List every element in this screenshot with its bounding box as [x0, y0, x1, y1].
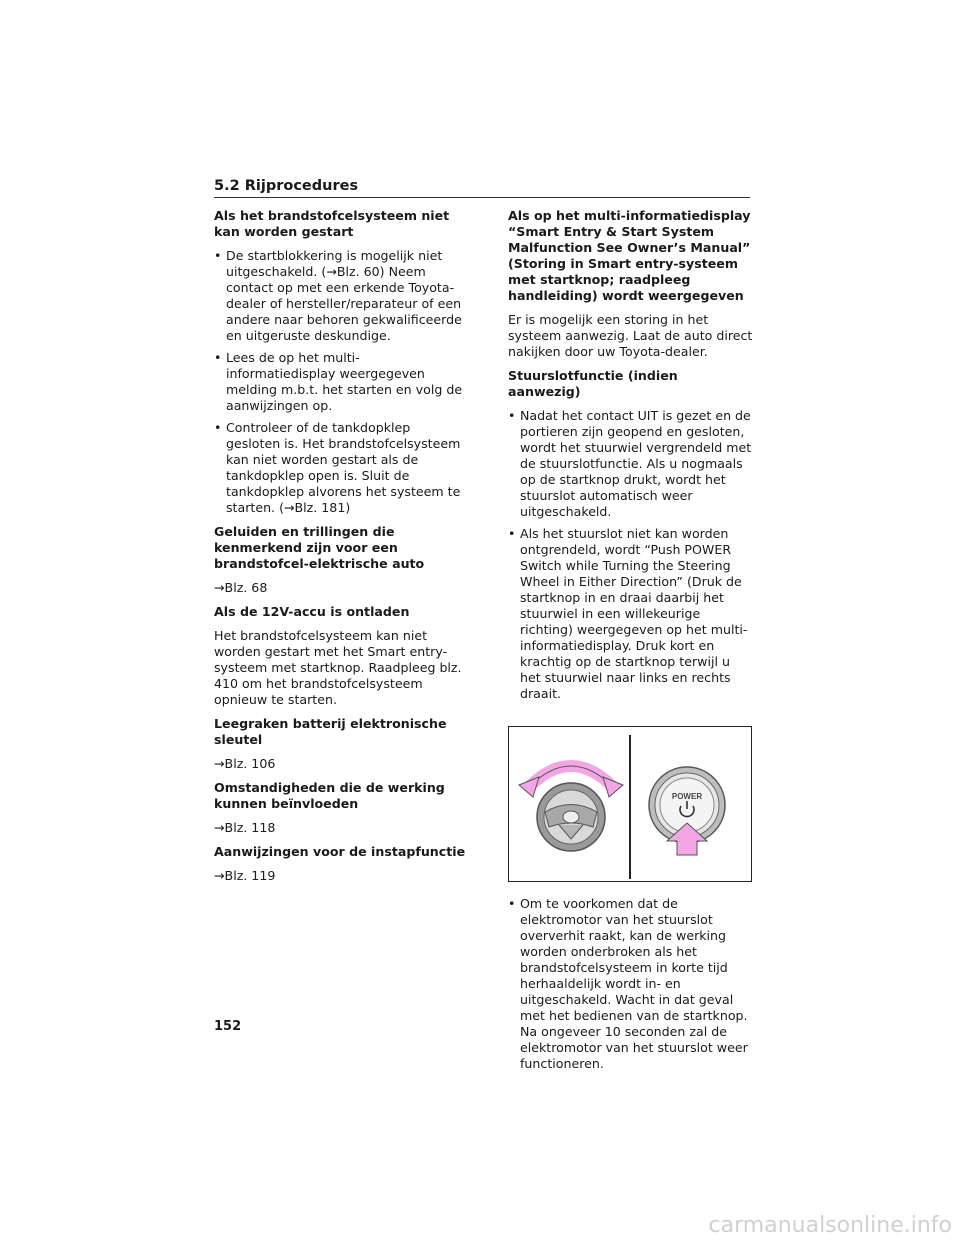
- page-number: 152: [214, 1019, 242, 1034]
- list-item: • Lees de op het multi-informatiedisplay weergegeven melding m.b.t. het starten en volg de aanwijzingen op.: [214, 350, 463, 413]
- power-button-label: POWER: [671, 792, 703, 801]
- section-divider: [214, 197, 750, 198]
- list-item: • Als het stuurslot niet kan worden ontgrendeld, wordt “Push POWER Switch while Turning the Steering Wheel in Either Direction” (Druk de startknop in en draai daarbij het stuurwiel in een willekeurige richting) weergegeven op het multi-informatiedisplay. Druk kort en krachtig op de startknop terwijl u het stuurwiel naar links en rechts draait.: [508, 526, 748, 701]
- watermark: carmanualsonline.info: [708, 1213, 952, 1238]
- right-column: [508, 208, 753, 1080]
- heading-entry-function: Aanwijzingen voor de instapfunctie: [214, 844, 466, 859]
- heading-fuel-cell-not-started: Als het brandstofcelsysteem niet kan worden gestart: [214, 208, 450, 239]
- list-item: • Controleer of de tankdopklep gesloten is. Het brandstofcelsysteem kan niet worden gestart als de tankdopklep open is. Sluit de tankdopklep alvorens het systeem te starten. (→Blz. 181): [214, 420, 461, 515]
- heading-key-battery: Leegraken batterij elektronische sleutel: [214, 716, 447, 747]
- heading-smart-entry-malfunction: Als op het multi-informatiedisplay “Smart Entry & Start System Malfunction See Owner’s Manual” (Storing in Smart entry-systeem met startknop; raadpleeg handleiding) wordt weergegeven: [508, 208, 751, 303]
- list-item: • Nadat het contact UIT is gezet en de portieren zijn geopend en gesloten, wordt het stuurwiel vergrendeld met de stuurslotfunctie. Als u nogmaals op de startknop drukt, wordt het stuurslot automatisch weer uitgeschakeld.: [508, 408, 752, 519]
- steering-wheel-power-button-figure: [508, 726, 752, 882]
- steering-wheel-icon: [537, 783, 605, 851]
- bullet-list-motor-overheat: [508, 896, 753, 1072]
- heading-sounds-vibrations: Geluiden en trillingen die kenmerkend zijn voor een brandstofcel-elektrische auto: [214, 524, 425, 571]
- left-column: [214, 208, 466, 892]
- figure-illustration: [509, 727, 751, 881]
- page-reference: →Blz. 118: [214, 820, 276, 835]
- paragraph-malfunction: Er is mogelijk een storing in het systeem aanwezig. Laat de auto direct nakijken door uw Toyota-dealer.: [508, 312, 753, 359]
- section-title: 5.2 Rijprocedures: [214, 178, 359, 194]
- bullet-list-steering-lock: [508, 408, 753, 702]
- page-reference: →Blz. 119: [214, 868, 276, 883]
- heading-steering-lock: Stuurslotfunctie (indien aanwezig): [508, 368, 678, 399]
- list-item: • De startblokkering is mogelijk niet uitgeschakeld. (→Blz. 60) Neem contact op met een erkende Toyota-dealer of hersteller/reparateur of een andere naar behoren gekwalificeerde en uitgeruste deskundige.: [214, 248, 462, 343]
- page-reference: →Blz. 106: [214, 756, 276, 771]
- page-reference: →Blz. 68: [214, 580, 268, 595]
- bullet-list-start-problems: [214, 248, 466, 516]
- heading-conditions: Omstandigheden die de werking kunnen beïnvloeden: [214, 780, 445, 811]
- paragraph-12v-battery: Het brandstofcelsysteem kan niet worden gestart met het Smart entry-systeem met startknop. Raadpleeg blz. 410 om het brandstofcelsysteem opnieuw te starten.: [214, 628, 462, 707]
- list-item: • Om te voorkomen dat de elektromotor van het stuurslot oververhit raakt, kan de werking worden onderbroken als het brandstofcelsysteem in korte tijd herhaaldelijk wordt in- en uitgeschakeld. Wacht in dat geval met het bedienen van de startknop. Na ongeveer 10 seconden zal de elektromotor van het stuurslot weer functioneren.: [508, 896, 748, 1071]
- heading-12v-battery: Als de 12V-accu is ontladen: [214, 604, 410, 619]
- section-header: [214, 178, 750, 198]
